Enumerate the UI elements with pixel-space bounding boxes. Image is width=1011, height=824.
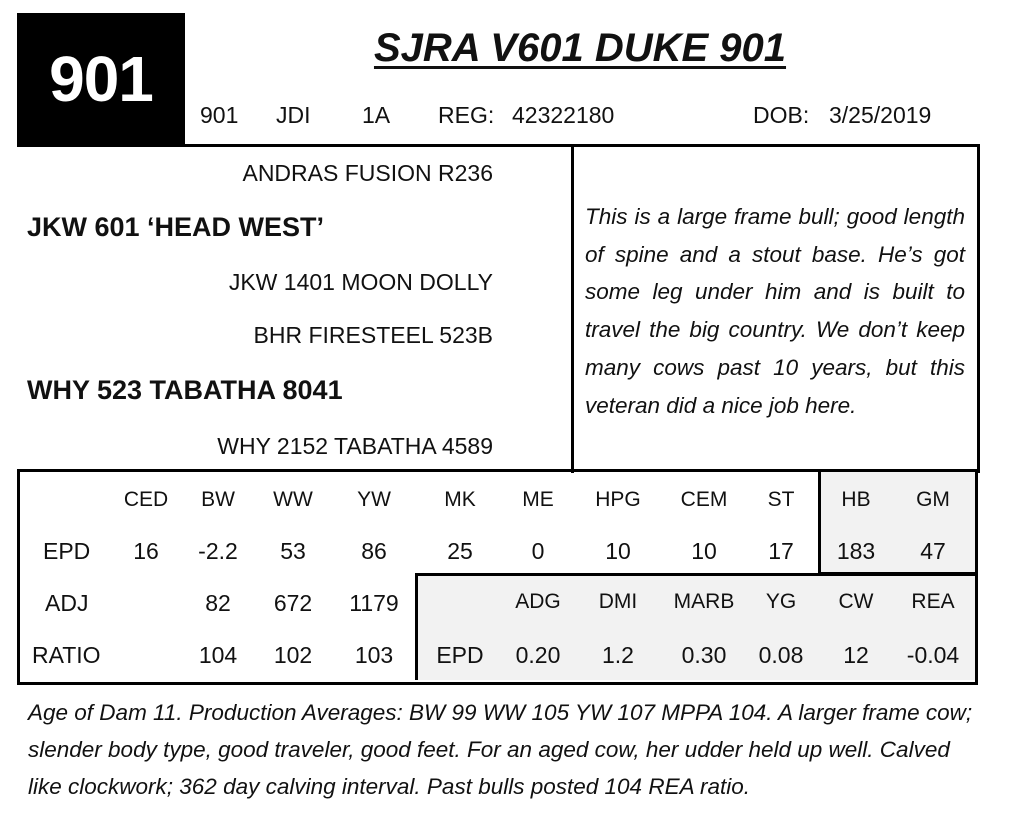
epd-me: 0 [531,538,545,564]
dob-value: 3/25/2019 [829,102,932,128]
epd-dmi: 1.2 [602,642,634,668]
ratio-yw: 103 [354,642,394,668]
header-gm: GM [916,488,950,511]
adj-row-label: ADJ [45,590,89,616]
id-tag: 901 [200,102,239,128]
sire-dam: JKW 1401 MOON DOLLY [228,269,493,295]
epd-row-label: EPD [43,538,91,564]
dam-sire: BHR FIRESTEEL 523B [253,322,493,348]
ratio-ww: 102 [273,642,313,668]
reg-label: REG: [438,102,495,128]
epd-gm: 47 [920,538,946,564]
epd-st: 17 [768,538,794,564]
adj-ww: 672 [273,590,313,616]
epd-yw: 86 [361,538,387,564]
header-yw: YW [357,488,391,511]
header-cw: CW [838,590,874,613]
header-ww: WW [273,488,313,511]
header-mk: MK [444,488,476,511]
epd-ced: 16 [133,538,159,564]
header-hb: HB [841,488,871,511]
sire: JKW 601 ‘HEAD WEST’ [27,212,325,242]
epd-rea: -0.04 [906,642,960,668]
id-grade: 1A [362,102,391,128]
epd-cem: 10 [691,538,717,564]
dob-label: DOB: [753,102,810,128]
epd-marb: 0.30 [681,642,727,668]
header-bw: BW [201,488,235,511]
carcass-epd-label: EPD [436,642,484,668]
comments-text: This is a large frame bull; good length of spine and a stout base. He’s got some leg under him and is built to travel the big country. We don’t keep many cows past 10 years, but this veteran did a nice job here. [585,204,965,418]
dam: WHY 523 TABATHA 8041 [27,375,343,405]
header-yg: YG [765,590,797,613]
dam-notes: Age of Dam 11. Production Averages: BW 99 WW 105 YW 107 MPPA 104. A larger frame cow; slender body type, good traveler, good feet. For an aged cow, her udder held up well. Calved like clockwork; 362 day calving interval. Past bulls posted 104 REA ratio. [28,700,973,799]
adj-bw: 82 [205,590,231,616]
header-st: ST [767,488,795,511]
ratio-row-label: RATIO [32,642,101,668]
header-ced: CED [123,488,169,511]
epd-mk: 25 [447,538,473,564]
header-marb: MARB [673,590,735,613]
ratio-bw: 104 [198,642,238,668]
epd-cw: 12 [843,642,869,668]
header-rea: REA [911,590,955,613]
epd-yg: 0.08 [758,642,804,668]
epd-adg: 0.20 [515,642,561,668]
header-adg: ADG [515,590,561,613]
id-code: JDI [276,102,311,128]
header-cem: CEM [680,488,728,511]
header-dmi: DMI [598,590,638,613]
epd-ww: 53 [280,538,306,564]
lot-number: 901 [49,43,153,115]
header-hpg: HPG [595,488,641,511]
animal-title: SJRA V601 DUKE 901 [373,26,787,70]
epd-hb: 183 [836,538,876,564]
reg-value: 42322180 [512,102,615,128]
sire-sire: ANDRAS FUSION R236 [242,160,493,186]
epd-hpg: 10 [605,538,631,564]
lot-number-box [17,13,185,145]
dam-dam: WHY 2152 TABATHA 4589 [217,433,493,459]
header-me: ME [522,488,554,511]
adj-yw: 1179 [349,590,399,616]
epd-bw: -2.2 [198,538,238,564]
